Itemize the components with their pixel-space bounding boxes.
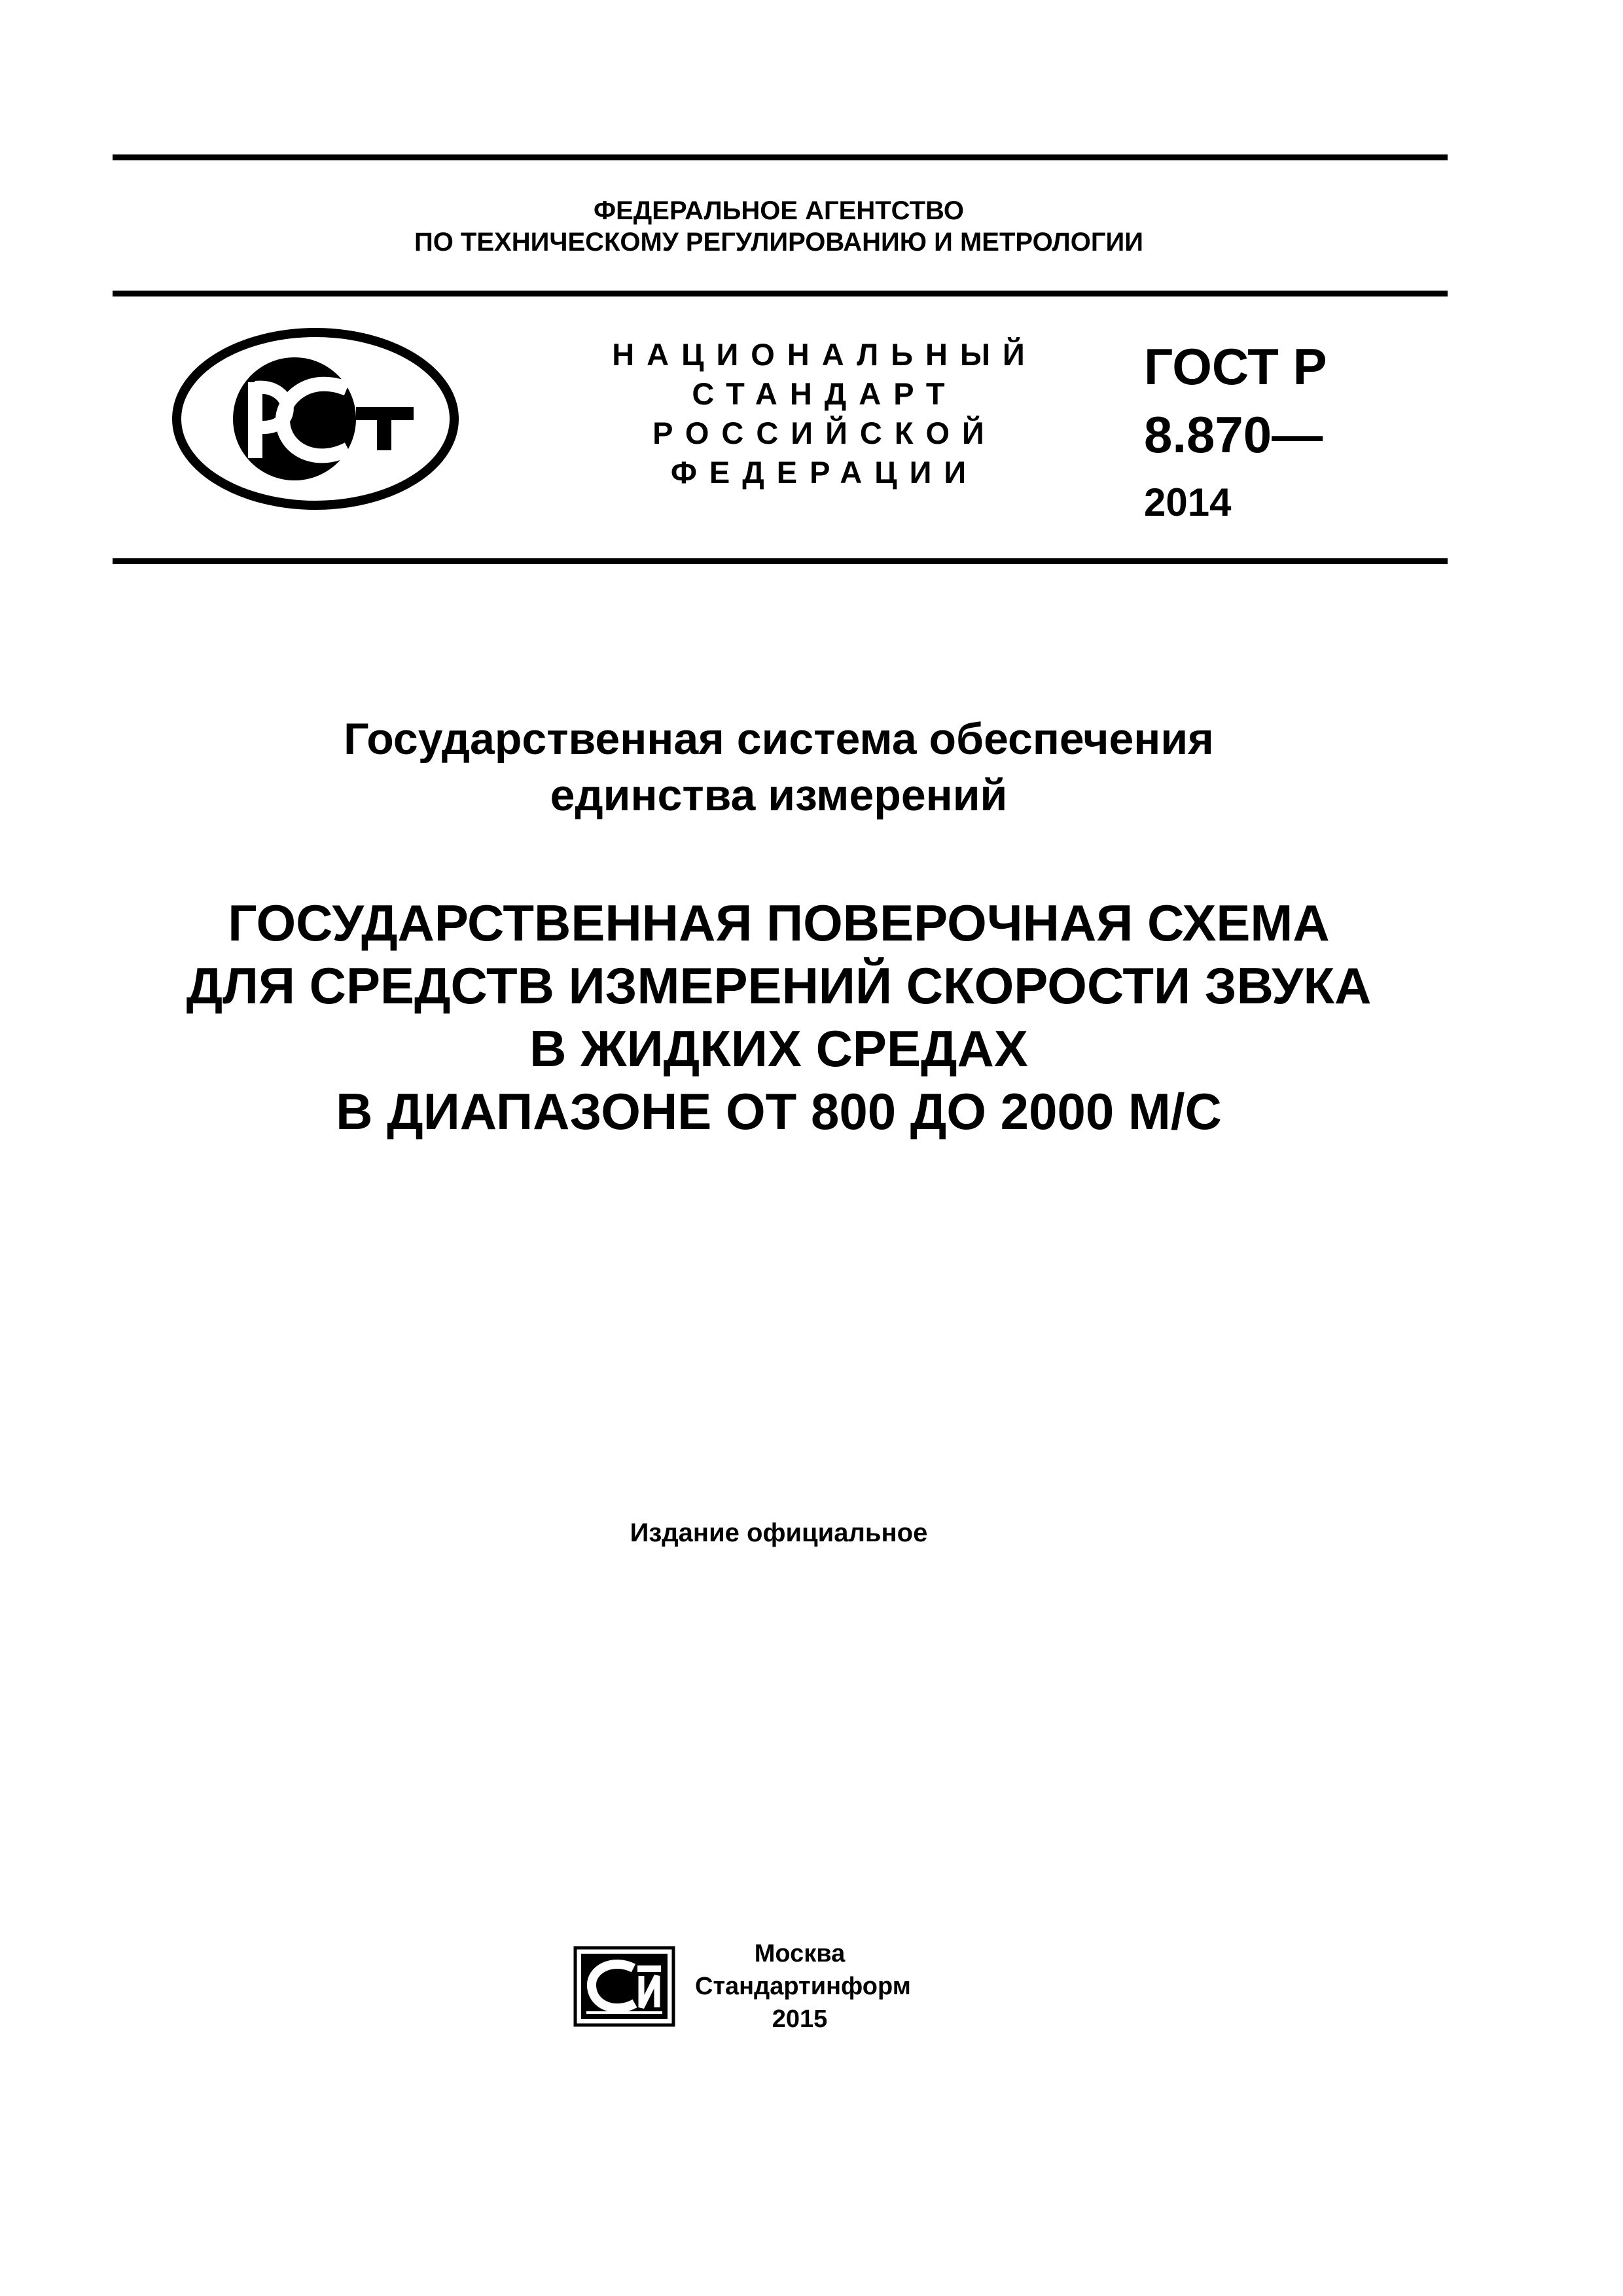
header-top-rule [113,291,1448,296]
top-rule [113,154,1448,160]
national-standard-line: РОССИЙСКОЙ [652,416,997,450]
standard-number [1144,332,1327,537]
publisher-block [695,1937,911,2036]
edition-label: Издание официальное [630,1518,928,1547]
agency-line-1: ФЕДЕРАЛЬНОЕ АГЕНТСТВО [593,196,965,225]
subtitle-line: Государственная система обеспечения [344,714,1214,764]
national-standard-label [576,335,1073,492]
standard-number-line: 8.870— [1144,406,1323,463]
header-bottom-rule [113,558,1448,564]
document-subtitle [0,711,1558,823]
publisher-year: 2015 [772,2005,828,2033]
publisher-city: Москва [754,1940,846,1967]
title-line: В ДИАПАЗОНЕ ОТ 800 ДО 2000 М/С [336,1083,1222,1140]
national-standard-line: ФЕДЕРАЦИИ [670,455,979,490]
standartinform-logo-icon [573,1946,675,2027]
subtitle-line: единства измерений [550,770,1008,820]
title-line: ГОСУДАРСТВЕННАЯ ПОВЕРОЧНАЯ СХЕМА [228,894,1330,952]
title-line: ДЛЯ СРЕДСТВ ИЗМЕРЕНИЙ СКОРОСТИ ЗВУКА [186,957,1372,1014]
publisher-name: Стандартинформ [695,1973,911,2000]
agency-line-2: ПО ТЕХНИЧЕСКОМУ РЕГУЛИРОВАНИЮ И МЕТРОЛОГИИ [414,228,1144,257]
title-line: В ЖИДКИХ СРЕДАХ [529,1020,1028,1077]
national-standard-line: НАЦИОНАЛЬНЫЙ [612,337,1037,372]
rst-certification-logo-icon [171,327,459,511]
document-title [0,891,1558,1143]
standard-number-line: ГОСТ Р [1144,338,1327,395]
standard-number-line: 2014 [1144,480,1232,524]
national-standard-line: СТАНДАРТ [692,376,957,411]
